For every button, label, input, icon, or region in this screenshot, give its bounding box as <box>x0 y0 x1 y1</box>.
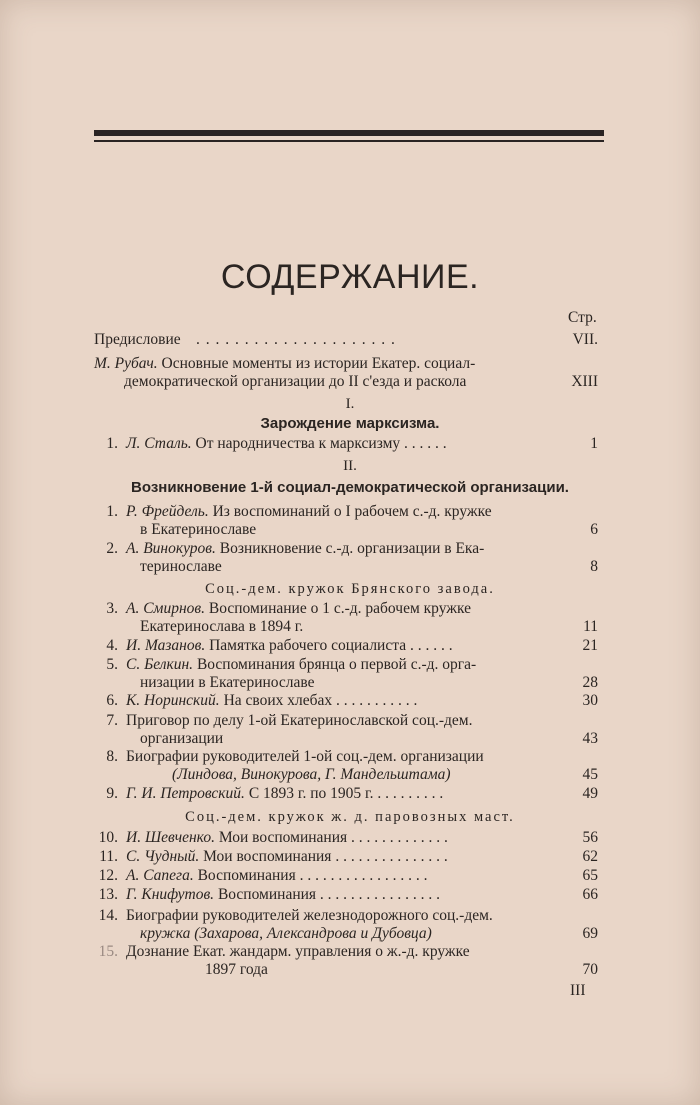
list-item-page: 62 <box>582 848 598 865</box>
list-item <box>126 829 448 847</box>
list-item <box>126 867 427 885</box>
list-item-author: А. Винокуров. <box>126 540 216 557</box>
list-item-text: Воспоминания <box>197 867 296 884</box>
list-item-num: 1. <box>106 503 118 520</box>
list-item <box>126 692 417 710</box>
list-item-page: 45 <box>582 766 598 783</box>
list-item-num: 15. <box>98 943 118 960</box>
section1-roman: I. <box>345 396 355 412</box>
list-item-page: 69 <box>582 925 598 942</box>
list-item-num: 3. <box>106 600 118 617</box>
list-item-dots: . . . . . . . . . . . . . . . <box>335 848 448 865</box>
list-item <box>126 637 453 655</box>
list-item-text: Воспоминание о 1 с.-д. рабочем кружке <box>208 600 471 617</box>
header-rule <box>94 130 604 136</box>
list-item-text: Приговор по делу 1-ой Екатеринославской соц.-дем. <box>126 712 473 729</box>
list-item <box>126 540 484 558</box>
page-number: III <box>570 982 586 999</box>
list-item-page: 70 <box>582 961 598 978</box>
rubach-page: XIII <box>571 373 598 390</box>
list-item-num: 5. <box>106 656 118 673</box>
list-item-text: Памятка рабочего социалиста <box>209 637 407 654</box>
list-item-text2: в Екатеринославе <box>140 521 257 538</box>
list-item-text: Из воспоминаний о I рабочем с.-д. кружке <box>212 503 492 520</box>
list-item-author: И. Шевченко. <box>126 829 215 846</box>
list-item-text2: кружка (Захарова, Александрова и Дубовца) <box>140 925 432 942</box>
list-item-page: 49 <box>582 785 598 802</box>
subsection-rail: Соц.-дем. кружок ж. д. паровозных маст. <box>185 809 515 825</box>
list-item-text: На своих хлебах <box>223 692 333 709</box>
item1-page: 1 <box>590 435 598 452</box>
item1-text <box>126 435 447 453</box>
list-item <box>126 503 492 521</box>
list-item-author: К. Норинский. <box>126 692 220 709</box>
item1-num: 1. <box>106 435 118 452</box>
list-item <box>126 886 440 904</box>
list-item-text: Воспоминания <box>217 886 317 903</box>
list-item-author: Р. Фрейдель. <box>126 503 209 520</box>
list-item-page: 11 <box>583 618 598 635</box>
list-item <box>126 600 471 618</box>
list-item-num: 9. <box>106 785 118 802</box>
list-item <box>126 656 476 674</box>
list-item-num: 10. <box>98 829 118 846</box>
section2-heading: Возникновение 1-й социал-демократической организации. <box>131 479 569 496</box>
item1-title: От народничества к марксизму <box>195 435 401 452</box>
page-title: СОДЕРЖАНИЕ. <box>220 258 480 296</box>
list-item-num: 14. <box>98 907 118 924</box>
list-item-text: Биографии руководителей железнодорожного соц.-дем. <box>126 907 493 924</box>
list-item-author: С. Чудный. <box>126 848 200 865</box>
list-item-page: 65 <box>582 867 598 884</box>
list-item-num: 12. <box>98 867 118 884</box>
list-item-text: С 1893 г. по 1905 г. <box>248 785 374 802</box>
list-item-num: 7. <box>106 712 118 729</box>
list-item-text2: Екатеринослава в 1894 г. <box>140 618 304 635</box>
list-item-text2: (Линдова, Винокурова, Г. Мандельштама) <box>172 766 451 783</box>
list-item-page: 66 <box>582 886 598 903</box>
list-item-author: Г. И. Петровский. <box>126 785 245 802</box>
list-item-num: 4. <box>106 637 118 654</box>
list-item-dots: . . . . . . . . . . . . . . . . <box>319 886 441 903</box>
list-item-author: С. Белкин. <box>126 656 194 673</box>
section2-roman: II. <box>343 458 357 474</box>
list-item-page: 56 <box>582 829 598 846</box>
header-rule-thin <box>94 140 604 142</box>
preface-label: Предисловие <box>94 331 181 348</box>
list-item-text2: теринославе <box>140 558 222 575</box>
list-item-text2: 1897 года <box>205 961 268 978</box>
list-item-text: Возникновение с.-д. организации в Ека- <box>219 540 485 557</box>
list-item-text2: организации <box>140 730 224 747</box>
item1-author: Л. Сталь. <box>126 435 192 452</box>
rubach-author: М. Рубач. <box>94 355 158 372</box>
list-item-dots: . . . . . . . . . . . . . <box>351 829 448 846</box>
list-item-dots: . . . . . . <box>409 637 453 654</box>
list-item-page: 21 <box>582 637 598 654</box>
list-item-page: 6 <box>590 521 598 538</box>
list-item-num: 11. <box>99 848 118 865</box>
list-item-num: 6. <box>106 692 118 709</box>
list-item-text: Биографии руководителей 1-ой соц.-дем. организации <box>126 748 484 765</box>
item1-dots: . . . . . . <box>404 435 447 452</box>
list-item <box>126 785 443 803</box>
section1-heading: Зарождение марксизма. <box>260 415 440 432</box>
list-item <box>126 848 448 866</box>
preface-dots: . . . . . . . . . . . . . . . . . . . . . <box>196 331 396 348</box>
list-item-page: 43 <box>582 730 598 747</box>
rubach-line2: демократической организации до II с'езда и раскола <box>124 373 467 390</box>
list-item-num: 8. <box>106 748 118 765</box>
rubach-entry <box>94 355 475 373</box>
subsection-bryansk: Соц.-дем. кружок Брянского завода. <box>205 581 495 597</box>
list-item-text: Дознание Екат. жандарм. управления о ж.-д. кружке <box>126 943 470 960</box>
list-item-text: Мои воспоминания <box>203 848 332 865</box>
list-item-text2: низации в Екатеринославе <box>140 674 315 691</box>
list-item-text: Воспоминания брянца о первой с.-д. орга- <box>196 656 477 673</box>
rubach-line1: Основные моменты из истории Екатер. социал- <box>161 355 476 372</box>
list-item-num: 2. <box>106 540 118 557</box>
list-item-num: 13. <box>98 886 118 903</box>
list-item-author: А. Смирнов. <box>126 600 205 617</box>
page-column-label: Стр. <box>568 309 597 326</box>
list-item-page: 8 <box>590 558 598 575</box>
list-item-dots: . . . . . . . . . <box>377 785 444 802</box>
list-item-text: Мои воспоминания <box>218 829 348 846</box>
list-item-dots: . . . . . . . . . . . . . . . . . <box>299 867 428 884</box>
list-item-author: И. Мазанов. <box>126 637 206 654</box>
list-item-author: А. Сапега. <box>126 867 194 884</box>
list-item-page: 28 <box>582 674 598 691</box>
list-item-page: 30 <box>582 692 598 709</box>
list-item-dots: . . . . . . . . . . . <box>336 692 418 709</box>
preface-page: VII. <box>572 331 598 348</box>
list-item-author: Г. Книфутов. <box>126 886 215 903</box>
